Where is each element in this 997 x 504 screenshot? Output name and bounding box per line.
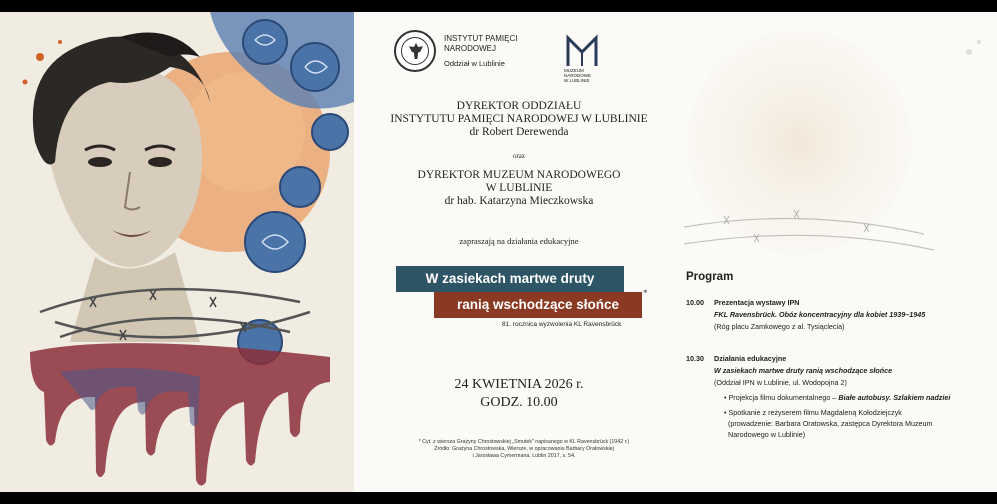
event-title-line2: ranią wschodzące słońce: [434, 292, 642, 318]
invite-text: zapraszają na działania edukacyjne: [459, 236, 579, 246]
invitation-card: [0, 12, 997, 492]
logos-row: [394, 30, 654, 83]
program-item1-location: (Róg placu Zamkowego z al. Tysiąclecia): [714, 322, 845, 331]
ipn-name-line2: NARODOWEJ: [444, 44, 496, 53]
program-panel: [684, 12, 997, 492]
program-item1-time: 10.00: [686, 298, 704, 307]
program-title: Program: [686, 271, 734, 283]
invitation-text-panel: [354, 12, 684, 492]
footnote-line1: * Cyt. z wiersza Grażyny Chrostowskiej „Smutek” napisanego w KL Ravensbrück (1942 r.): [418, 439, 630, 445]
ipn-name-line1: INSTYTUT PAMIĘCI: [444, 34, 518, 43]
ipn-branch: Oddział w Lublinie: [444, 59, 505, 68]
artwork-panel: [0, 12, 354, 492]
program-item1-subtitle: FKL Ravensbrück. Obóz koncentracyjny dla kobiet 1939–1945: [714, 310, 926, 319]
host1-name: dr Robert Derewenda: [469, 126, 569, 138]
museum-name-line2: NARODOWE: [564, 73, 591, 78]
program-item2-time: 10.30: [686, 354, 704, 363]
event-time: GODZ. 10.00: [480, 395, 558, 410]
film-title: Białe autobusy. Szlakiem nadziei: [838, 393, 951, 402]
ipn-seal-icon: [394, 30, 436, 72]
program-bullet-meeting-line3: Narodowego w Lublinie): [728, 430, 806, 439]
film-prefix: • Projekcja filmu dokumentalnego –: [724, 393, 839, 402]
host2-name: dr hab. Katarzyna Mieczkowska: [444, 195, 594, 207]
program-item2-subtitle: W zasiekach martwe druty ranią wschodzące słońce: [714, 366, 893, 375]
event-date: 24 KWIETNIA 2026 r.: [454, 377, 584, 392]
program-bullet-film: [724, 393, 950, 403]
footnote: [384, 439, 664, 459]
program-bullet-meeting-line2: (prowadzenie: Barbara Oratowska, zastępca Dyrektora Muzeum: [728, 419, 933, 428]
host2-title-line2: W LUBLINIE: [485, 182, 553, 194]
event-title-line1: W zasiekach martwe druty: [396, 266, 624, 292]
host1-title-line1: DYREKTOR ODDZIAŁU: [456, 100, 582, 112]
footnote-line2: Źródło: Grażyna Chrostowska, Wiersze, w opracowaniu Barbary Oratowskiej: [434, 445, 614, 452]
footnote-line3: i Jarosława Cymermana, Lublin 2017, s. 54.: [472, 452, 576, 459]
program-item1-heading: Prezentacja wystawy IPN: [714, 298, 800, 307]
host2-title-line1: DYREKTOR MUZEUM NARODOWEGO: [417, 169, 621, 181]
museum-name: [564, 68, 604, 83]
eagle-icon: [409, 43, 423, 59]
program-item2-heading: Działania edukacyjne: [714, 354, 787, 363]
ipn-name: [444, 34, 518, 54]
program-item2-location: (Oddział IPN w Lublinie, ul. Wodopojna 2): [714, 378, 847, 387]
watercolor-drips: [30, 343, 330, 485]
museum-name-line3: W LUBLINIE: [564, 78, 590, 83]
conjunction: oraz: [512, 152, 526, 160]
museum-name-line1: MUZEUM: [564, 68, 584, 73]
program-bullet-meeting: • Spotkanie z reżyserem filmu Magdaleną Kołodziejczyk: [724, 408, 902, 417]
anniversary-text: 81. rocznica wyzwolenia KL Ravensbrück: [502, 321, 622, 328]
host1-title-line2: INSTYTUTU PAMIĘCI NARODOWEJ W LUBLINIE: [390, 113, 648, 125]
footnote-mark: *: [643, 288, 648, 298]
portrait-artwork: [0, 12, 354, 492]
faded-sun-background: [684, 12, 997, 272]
